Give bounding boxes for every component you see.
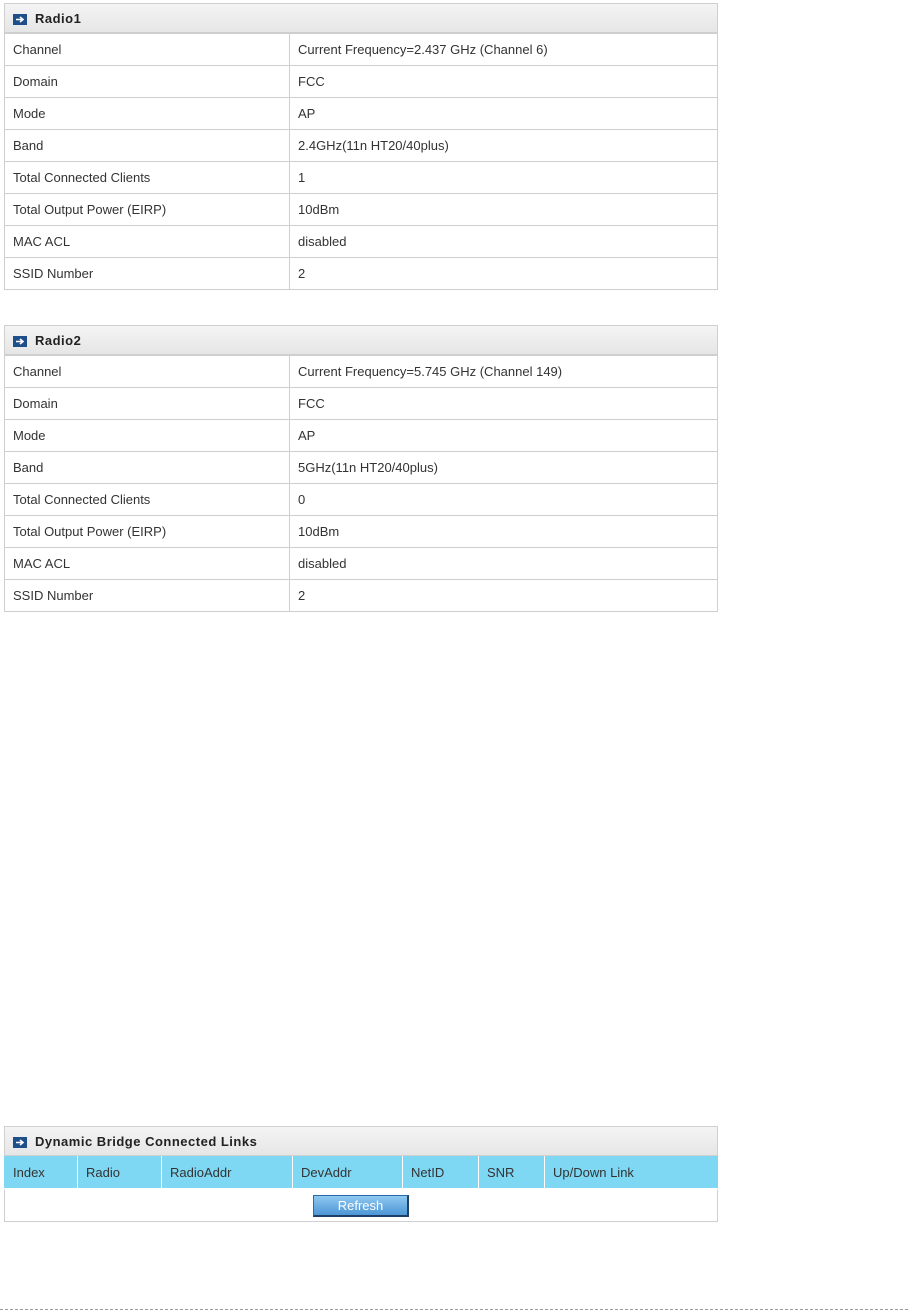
connected-clients-value: 1 xyxy=(290,162,718,194)
table-row xyxy=(5,258,718,290)
table-row xyxy=(5,66,718,98)
arrow-right-icon xyxy=(13,1136,27,1147)
mode-label: Mode xyxy=(5,98,290,130)
links-table-header xyxy=(4,1156,718,1188)
channel-value: Current Frequency=2.437 GHz (Channel 6) xyxy=(290,34,718,66)
refresh-button[interactable]: Refresh xyxy=(313,1195,409,1217)
mac-acl-label: MAC ACL xyxy=(5,226,290,258)
table-row xyxy=(5,98,718,130)
connected-clients-label: Total Connected Clients xyxy=(5,162,290,194)
radio1-panel xyxy=(4,3,718,290)
table-row xyxy=(5,420,718,452)
column-header-updown-link: Up/Down Link xyxy=(553,1164,634,1180)
table-row xyxy=(5,34,718,66)
radio2-info-table xyxy=(4,355,718,612)
ssid-number-label: SSID Number xyxy=(5,580,290,612)
table-row xyxy=(5,580,718,612)
bridge-links-panel xyxy=(4,1126,718,1222)
domain-label: Domain xyxy=(5,66,290,98)
band-value: 5GHz(11n HT20/40plus) xyxy=(290,452,718,484)
page-divider xyxy=(0,1309,908,1310)
mac-acl-value: disabled xyxy=(290,548,718,580)
band-value: 2.4GHz(11n HT20/40plus) xyxy=(290,130,718,162)
radio1-panel-title: Radio1 xyxy=(35,10,82,26)
mode-value: AP xyxy=(290,98,718,130)
radio2-panel-title: Radio2 xyxy=(35,332,82,348)
domain-value: FCC xyxy=(290,388,718,420)
ssid-number-label: SSID Number xyxy=(5,258,290,290)
band-label: Band xyxy=(5,130,290,162)
table-row xyxy=(5,226,718,258)
column-header-index: Index xyxy=(5,1156,78,1188)
column-header-radioaddr: RadioAddr xyxy=(162,1156,293,1188)
column-header-radio: Radio xyxy=(78,1156,162,1188)
ssid-number-value: 2 xyxy=(290,580,718,612)
table-row xyxy=(5,484,718,516)
arrow-right-icon xyxy=(13,335,27,346)
ssid-number-value: 2 xyxy=(290,258,718,290)
table-row xyxy=(5,194,718,226)
table-row xyxy=(5,516,718,548)
domain-label: Domain xyxy=(5,388,290,420)
bridge-links-panel-title: Dynamic Bridge Connected Links xyxy=(35,1133,258,1149)
mode-label: Mode xyxy=(5,420,290,452)
table-row xyxy=(5,130,718,162)
connected-clients-value: 0 xyxy=(290,484,718,516)
domain-value: FCC xyxy=(290,66,718,98)
table-row xyxy=(5,452,718,484)
output-power-label: Total Output Power (EIRP) xyxy=(5,516,290,548)
table-row xyxy=(5,162,718,194)
mac-acl-value: disabled xyxy=(290,226,718,258)
connected-clients-label: Total Connected Clients xyxy=(5,484,290,516)
column-header-netid: NetID xyxy=(403,1156,479,1188)
bridge-links-panel-header xyxy=(4,1126,718,1156)
radio2-panel-header xyxy=(4,325,718,355)
radio1-panel-header xyxy=(4,3,718,33)
channel-value: Current Frequency=5.745 GHz (Channel 149) xyxy=(290,356,718,388)
output-power-value: 10dBm xyxy=(290,194,718,226)
table-row xyxy=(5,388,718,420)
channel-label: Channel xyxy=(5,34,290,66)
radio1-info-table xyxy=(4,33,718,290)
band-label: Band xyxy=(5,452,290,484)
links-table-footer xyxy=(4,1188,718,1222)
radio2-panel xyxy=(4,325,718,612)
table-row xyxy=(5,356,718,388)
output-power-value: 10dBm xyxy=(290,516,718,548)
mode-value: AP xyxy=(290,420,718,452)
output-power-label: Total Output Power (EIRP) xyxy=(5,194,290,226)
arrow-right-icon xyxy=(13,13,27,24)
column-header-devaddr: DevAddr xyxy=(293,1156,403,1188)
channel-label: Channel xyxy=(5,356,290,388)
table-row xyxy=(5,548,718,580)
mac-acl-label: MAC ACL xyxy=(5,548,290,580)
column-header-snr: SNR xyxy=(479,1156,545,1188)
